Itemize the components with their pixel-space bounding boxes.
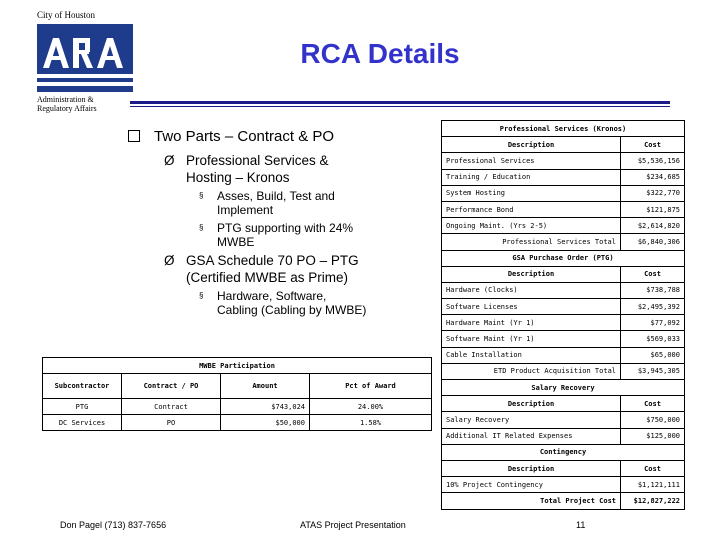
table-row: [442, 363, 685, 379]
salary-desc-header: Description: [442, 396, 621, 412]
arrow-bullet-icon: Ø: [164, 253, 175, 268]
prof-row-desc: Ongoing Maint. (Yrs 2-5): [442, 218, 621, 234]
table-row: [442, 412, 685, 428]
salary-row-desc: Salary Recovery: [442, 412, 621, 428]
bullet-arrow-2-line1: GSA Schedule 70 PO – PTG: [186, 253, 359, 268]
table-row: [442, 169, 685, 185]
table-row: [43, 415, 432, 431]
ara-logo-icon: [37, 24, 133, 92]
mwbe-cell: 1.58%: [310, 415, 432, 431]
table-row: [442, 153, 685, 169]
mwbe-cell: $743,024: [221, 399, 310, 415]
mwbe-cell: 24.00%: [310, 399, 432, 415]
logo-dept-line2: Regulatory Affairs: [37, 104, 97, 113]
prof-row-desc: Performance Bond: [442, 201, 621, 217]
contingency-row-cost: $1,121,111: [621, 477, 685, 493]
prof-row-cost: $234,685: [621, 169, 685, 185]
gsa-row-cost: $2,495,392: [621, 299, 685, 315]
table-row: [442, 218, 685, 234]
cost-breakdown-table: [441, 120, 685, 510]
mwbe-title-row: [43, 358, 432, 374]
square-bullet-icon: §: [199, 291, 204, 300]
table-row: [442, 428, 685, 444]
table-row: [442, 282, 685, 298]
sub-bullet-2-line2: MWBE: [217, 235, 255, 249]
table-row: [442, 347, 685, 363]
sub-bullet-3: [199, 289, 367, 317]
arrow-bullet-icon: Ø: [164, 153, 175, 168]
gsa-row-desc: Hardware (Clocks): [442, 282, 621, 298]
mwbe-header-subcontractor: Subcontractor: [43, 374, 122, 399]
contingency-cost-header: Cost: [621, 460, 685, 476]
page-title: RCA Details: [300, 38, 460, 69]
table-row: [442, 315, 685, 331]
bullet-level1: [128, 128, 334, 145]
gsa-desc-header: Description: [442, 266, 621, 282]
square-bullet-icon: §: [199, 223, 204, 232]
sub-bullet-3-line2: Cabling (Cabling by MWBE): [217, 303, 367, 317]
grand-total-label: Total Project Cost: [442, 493, 621, 509]
prof-total-value: $6,840,306: [621, 234, 685, 250]
bullet-level1-text: Two Parts – Contract & PO: [154, 128, 335, 145]
prof-row-cost: $121,875: [621, 201, 685, 217]
table-row: [442, 185, 685, 201]
checkbox-bullet-icon: [128, 130, 140, 142]
prof-row-desc: Training / Education: [442, 169, 621, 185]
mwbe-header-row: [43, 374, 432, 399]
prof-services-title: Professional Services (Kronos): [442, 121, 685, 137]
gsa-row-cost: $738,788: [621, 282, 685, 298]
contingency-title: Contingency: [442, 444, 685, 460]
sub-bullet-1-line1: Asses, Build, Test and: [217, 189, 335, 203]
sub-bullet-2: [199, 221, 354, 249]
footer-presentation-title: ATAS Project Presentation: [300, 520, 406, 530]
title-rule-thin: [130, 106, 670, 107]
prof-cost-header: Cost: [621, 137, 685, 153]
gsa-row-desc: Hardware Maint (Yr 1): [442, 315, 621, 331]
bullet-arrow-1: [164, 152, 329, 186]
title-rule-thick: [130, 101, 670, 104]
gsa-row-desc: Software Maint (Yr 1): [442, 331, 621, 347]
mwbe-cell: Contract: [122, 399, 221, 415]
logo-dept-line1: Administration &: [37, 95, 94, 104]
page-number: 11: [576, 520, 586, 530]
prof-desc-header: Description: [442, 137, 621, 153]
sub-bullet-1-line2: Implement: [217, 203, 274, 217]
table-row: [43, 399, 432, 415]
gsa-total-label: ETD Product Acquisition Total: [442, 363, 621, 379]
gsa-total-value: $3,945,305: [621, 363, 685, 379]
logo-department: [37, 95, 97, 113]
sub-bullet-2-line1: PTG supporting with 24%: [217, 221, 354, 235]
salary-row-cost: $125,000: [621, 428, 685, 444]
gsa-row-desc: Cable Installation: [442, 347, 621, 363]
bullet-arrow-2-line2: (Certified MWBE as Prime): [186, 270, 349, 285]
sub-bullet-1: [199, 189, 335, 217]
sub-bullet-3-line1: Hardware, Software,: [217, 289, 327, 303]
footer-presenter: Don Pagel (713) 837-7656: [60, 520, 167, 530]
table-row: [442, 299, 685, 315]
mwbe-title: MWBE Participation: [43, 358, 432, 374]
prof-total-label: Professional Services Total: [442, 234, 621, 250]
prof-row-cost: $322,770: [621, 185, 685, 201]
mwbe-cell: $50,000: [221, 415, 310, 431]
square-bullet-icon: §: [199, 191, 204, 200]
gsa-cost-header: Cost: [621, 266, 685, 282]
table-row: [442, 477, 685, 493]
grand-total-value: $12,827,222: [621, 493, 685, 509]
prof-row-cost: $5,536,156: [621, 153, 685, 169]
table-row: [442, 331, 685, 347]
salary-cost-header: Cost: [621, 396, 685, 412]
salary-row-cost: $750,000: [621, 412, 685, 428]
gsa-title: GSA Purchase Order (PTG): [442, 250, 685, 266]
mwbe-cell: PTG: [43, 399, 122, 415]
logo-city-text: City of Houston: [37, 10, 96, 20]
table-row: [442, 234, 685, 250]
mwbe-cell: DC Services: [43, 415, 122, 431]
table-row: [442, 493, 685, 509]
contingency-desc-header: Description: [442, 460, 621, 476]
salary-title: Salary Recovery: [442, 380, 685, 396]
gsa-row-cost: $65,000: [621, 347, 685, 363]
mwbe-header-amount: Amount: [221, 374, 310, 399]
gsa-row-desc: Software Licenses: [442, 299, 621, 315]
mwbe-cell: PO: [122, 415, 221, 431]
gsa-row-cost: $569,033: [621, 331, 685, 347]
table-row: [442, 201, 685, 217]
contingency-row-desc: 10% Project Contingency: [442, 477, 621, 493]
mwbe-header-pct: Pct of Award: [310, 374, 432, 399]
prof-row-cost: $2,614,820: [621, 218, 685, 234]
prof-row-desc: Professional Services: [442, 153, 621, 169]
bullet-arrow-1-line2: Hosting – Kronos: [186, 170, 290, 185]
mwbe-participation-table: [42, 357, 432, 431]
bullet-arrow-2: [164, 252, 359, 286]
gsa-row-cost: $77,092: [621, 315, 685, 331]
prof-row-desc: System Hosting: [442, 185, 621, 201]
bullet-arrow-1-line1: Professional Services &: [186, 153, 329, 168]
mwbe-header-contract: Contract / PO: [122, 374, 221, 399]
salary-row-desc: Additional IT Related Expenses: [442, 428, 621, 444]
